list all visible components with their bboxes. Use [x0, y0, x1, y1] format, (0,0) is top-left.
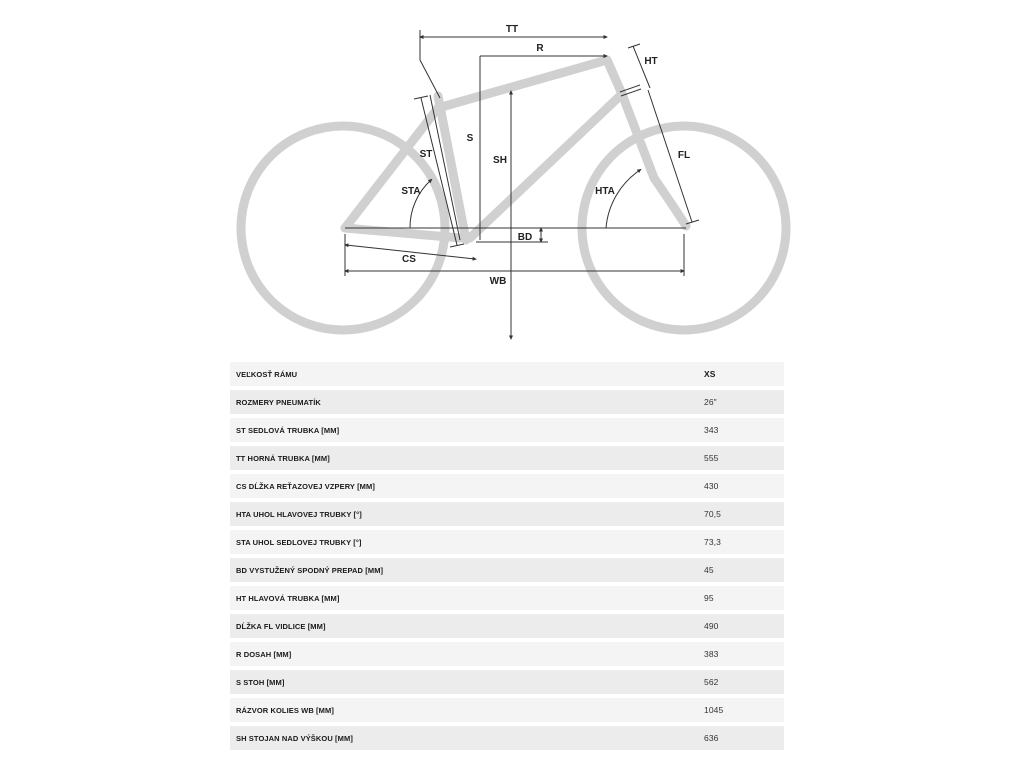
label-hta: HTA: [595, 186, 615, 197]
row-value: 26": [704, 397, 717, 407]
label-st: ST: [419, 149, 433, 160]
row-value: 490: [704, 621, 719, 631]
row-label: ST SEDLOVÁ TRUBKA [MM]: [236, 425, 340, 435]
row-value: 555: [704, 453, 719, 463]
row-label: SH STOJAN NAD VÝŠKOU [MM]: [236, 733, 353, 743]
label-cs: CS: [402, 254, 416, 265]
table-header-row: [230, 362, 784, 388]
row-label: RÁZVOR KOLIES WB [MM]: [236, 705, 334, 715]
label-tt: TT: [505, 24, 519, 35]
row-value: 430: [704, 481, 719, 491]
table-row: [230, 584, 784, 612]
row-label: ROZMERY PNEUMATÍK: [236, 397, 321, 407]
row-value: 1045: [704, 705, 724, 715]
label-wb: WB: [489, 276, 507, 287]
row-value: 95: [704, 593, 714, 603]
table-row: [230, 528, 784, 556]
table-row: [230, 696, 784, 724]
row-label: R DOSAH [MM]: [236, 649, 292, 659]
table-row: [230, 556, 784, 584]
label-sta: STA: [401, 186, 421, 197]
fork: [622, 94, 686, 226]
geometry-table: [230, 362, 784, 754]
label-fl: FL: [677, 150, 691, 161]
row-value: 73,3: [704, 537, 721, 547]
hta-angle-arc: [606, 170, 640, 228]
row-label: HT HLAVOVÁ TRUBKA [MM]: [236, 593, 340, 603]
label-r: R: [536, 43, 544, 54]
row-label: TT HORNÁ TRUBKA [MM]: [236, 453, 330, 463]
table-row: [230, 416, 784, 444]
row-value: 45: [704, 565, 714, 575]
table-row: [230, 472, 784, 500]
row-label: CS DĹŽKA REŤAZOVEJ VZPERY [MM]: [236, 481, 375, 491]
head-tube: [607, 60, 622, 94]
table-row: [230, 388, 784, 416]
label-s: S: [466, 133, 474, 144]
row-label: BD VYSTUŽENÝ SPODNÝ PREPAD [MM]: [236, 565, 384, 575]
bike-geometry-diagram: [0, 0, 1024, 360]
row-label: S STOH [MM]: [236, 677, 285, 687]
row-value: 70,5: [704, 509, 721, 519]
label-bd: BD: [517, 232, 533, 243]
row-value: 383: [704, 649, 719, 659]
table-row: [230, 612, 784, 640]
table-header-label: VEĽKOSŤ RÁMU: [236, 369, 298, 379]
row-label: DĹŽKA FL VIDLICE [MM]: [236, 621, 326, 631]
table-row: [230, 444, 784, 472]
table-row: [230, 640, 784, 668]
row-label: STA UHOL SEDLOVEJ TRUBKY [°]: [236, 537, 362, 547]
row-value: 562: [704, 677, 719, 687]
label-sh: SH: [493, 155, 507, 166]
label-ht: HT: [644, 56, 658, 67]
table-row: [230, 724, 784, 752]
ht-dimension-line: [633, 46, 650, 88]
table-row: [230, 668, 784, 696]
table-header-value: XS: [704, 369, 716, 379]
seat-extension-line: [420, 60, 440, 98]
top-tube: [438, 60, 607, 108]
row-value: 343: [704, 425, 719, 435]
table-row: [230, 500, 784, 528]
row-label: HTA UHOL HLAVOVEJ TRUBKY [°]: [236, 509, 362, 519]
row-value: 636: [704, 733, 719, 743]
